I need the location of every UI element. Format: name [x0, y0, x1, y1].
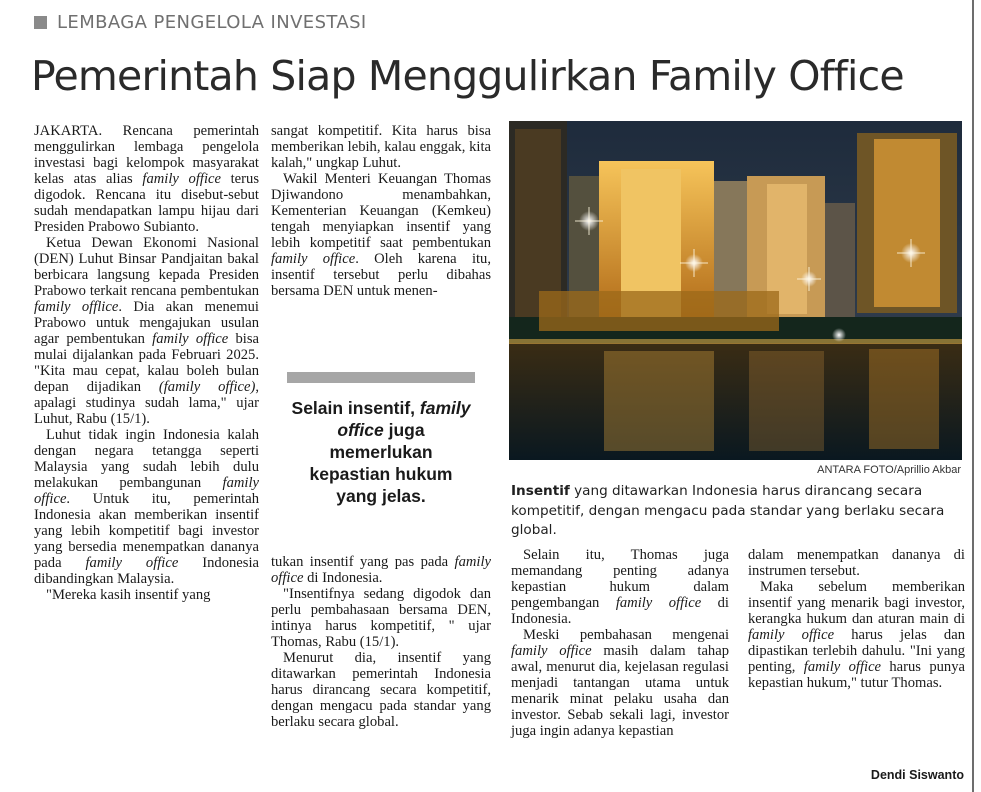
paragraph: "Insentifnya sedang digodok dan perlu pembahasaan bersama DEN, intinya harus kompetitif, " ujar Thomas, Rabu (15/1). [271, 586, 491, 650]
article-column-2-top [271, 123, 491, 299]
article-column-1 [34, 123, 259, 603]
caption-text: yang ditawarkan Indonesia harus dirancang secara kompetitif, dengan mengacu pada standar yang berlaku secara global. [511, 483, 945, 538]
paragraph: Meski pembahasan mengenai family office masih dalam tahap awal, menurut dia, kejelasan regulasi menjadi tantangan utama untuk menarik minat pelaku usaha dan investor. Sebab sekali lagi, investor juga ingin adanya kepastian [511, 627, 729, 739]
paragraph: Selain itu, Thomas juga memandang penting adanya kepastian hukum dalam pengembangan family office di Indonesia. [511, 547, 729, 627]
article-column-4 [748, 547, 965, 691]
paragraph: Maka sebelum memberikan insentif yang menarik bagi investor, kerangka hukum dan aturan main di family office harus jelas dan dipastikan terlebih dahulu. "Ini yang penting, family office harus punya kepastian hukum," tutur Thomas. [748, 579, 966, 691]
paragraph: JAKARTA. Rencana pemerintah menggulirkan lembaga pengelola investasi bagi kelompok masyarakat kelas atas alias family office terus digodok. Rencana itu disebut-sebut sudah mendapatkan lampu hijau dari Presiden Prabowo Subianto. [34, 123, 259, 235]
paragraph: tukan insentif yang pas pada family office di Indonesia. [271, 554, 491, 586]
paragraph: "Mereka kasih insentif yang [46, 587, 211, 603]
city-night-photo [509, 121, 962, 460]
caption-lead: Insentif [511, 483, 570, 499]
paragraph: Ketua Dewan Ekonomi Nasional (DEN) Luhut Binsar Pandjaitan bakal berbicara langsung kepada Presiden Prabowo terkait rencana pembentukan family offlice. Dia akan menemui Prabowo untuk mengajukan usulan agar pembentukan family office bisa mulai dijalankan pada Februari 2025. "Kita mau cepat, kalau boleh bulan depan dijadikan (family office), apalagi studinya sudah lama," ujar Luhut, Rabu (15/1). [34, 235, 260, 427]
section-kicker [34, 10, 367, 34]
headline: Pemerintah Siap Menggulirkan Family Office [31, 52, 904, 100]
paragraph: Wakil Menteri Keuangan Thomas Djiwandono menambahkan, Kementerian Keuangan (Kemkeu) tengah menyiapkan insentif yang lebih kompetitif saat pembentukan family office. Oleh karena itu, insentif tersebut perlu dibahas bersama DEN untuk menen- [271, 171, 491, 299]
right-border-rule [972, 0, 974, 792]
photo-credit: ANTARA FOTO/Aprillio Akbar [817, 464, 961, 476]
pull-quote-text: Selain insentif, family office juga memerlukan kepastian hukum yang jelas. [291, 398, 471, 506]
paragraph: dalam menempatkan dananya di instrumen tersebut. [748, 547, 965, 579]
article-column-2-bottom [271, 554, 491, 730]
pull-quote-bar [287, 372, 475, 383]
paragraph: Menurut dia, insentif yang ditawarkan pemerintah Indonesia harus dirancang secara kompetitif, dengan mengacu pada standar yang berlaku secara global. [271, 650, 491, 730]
author-byline: Dendi Siswanto [870, 768, 964, 782]
kicker-label: LEMBAGA PENGELOLA INVESTASI [57, 11, 367, 33]
article-column-3 [511, 547, 729, 739]
paragraph: sangat kompetitif. Kita harus bisa memberikan lebih, kalau enggak, kita kalah," ungkap Luhut. [271, 123, 491, 171]
square-bullet-icon [34, 16, 47, 29]
pull-quote [287, 372, 475, 507]
photo-caption [511, 482, 963, 541]
paragraph: Luhut tidak ingin Indonesia kalah dengan negara tetangga seperti Malaysia yang sudah lebih dulu melakukan pembangunan family office. Untuk itu, pemerintah Indonesia akan memberikan insentif yang lebih kompetitif bagi investor yang bersedia menempatkan dananya pada family office Indonesia dibandingkan Malaysia. [34, 427, 259, 587]
